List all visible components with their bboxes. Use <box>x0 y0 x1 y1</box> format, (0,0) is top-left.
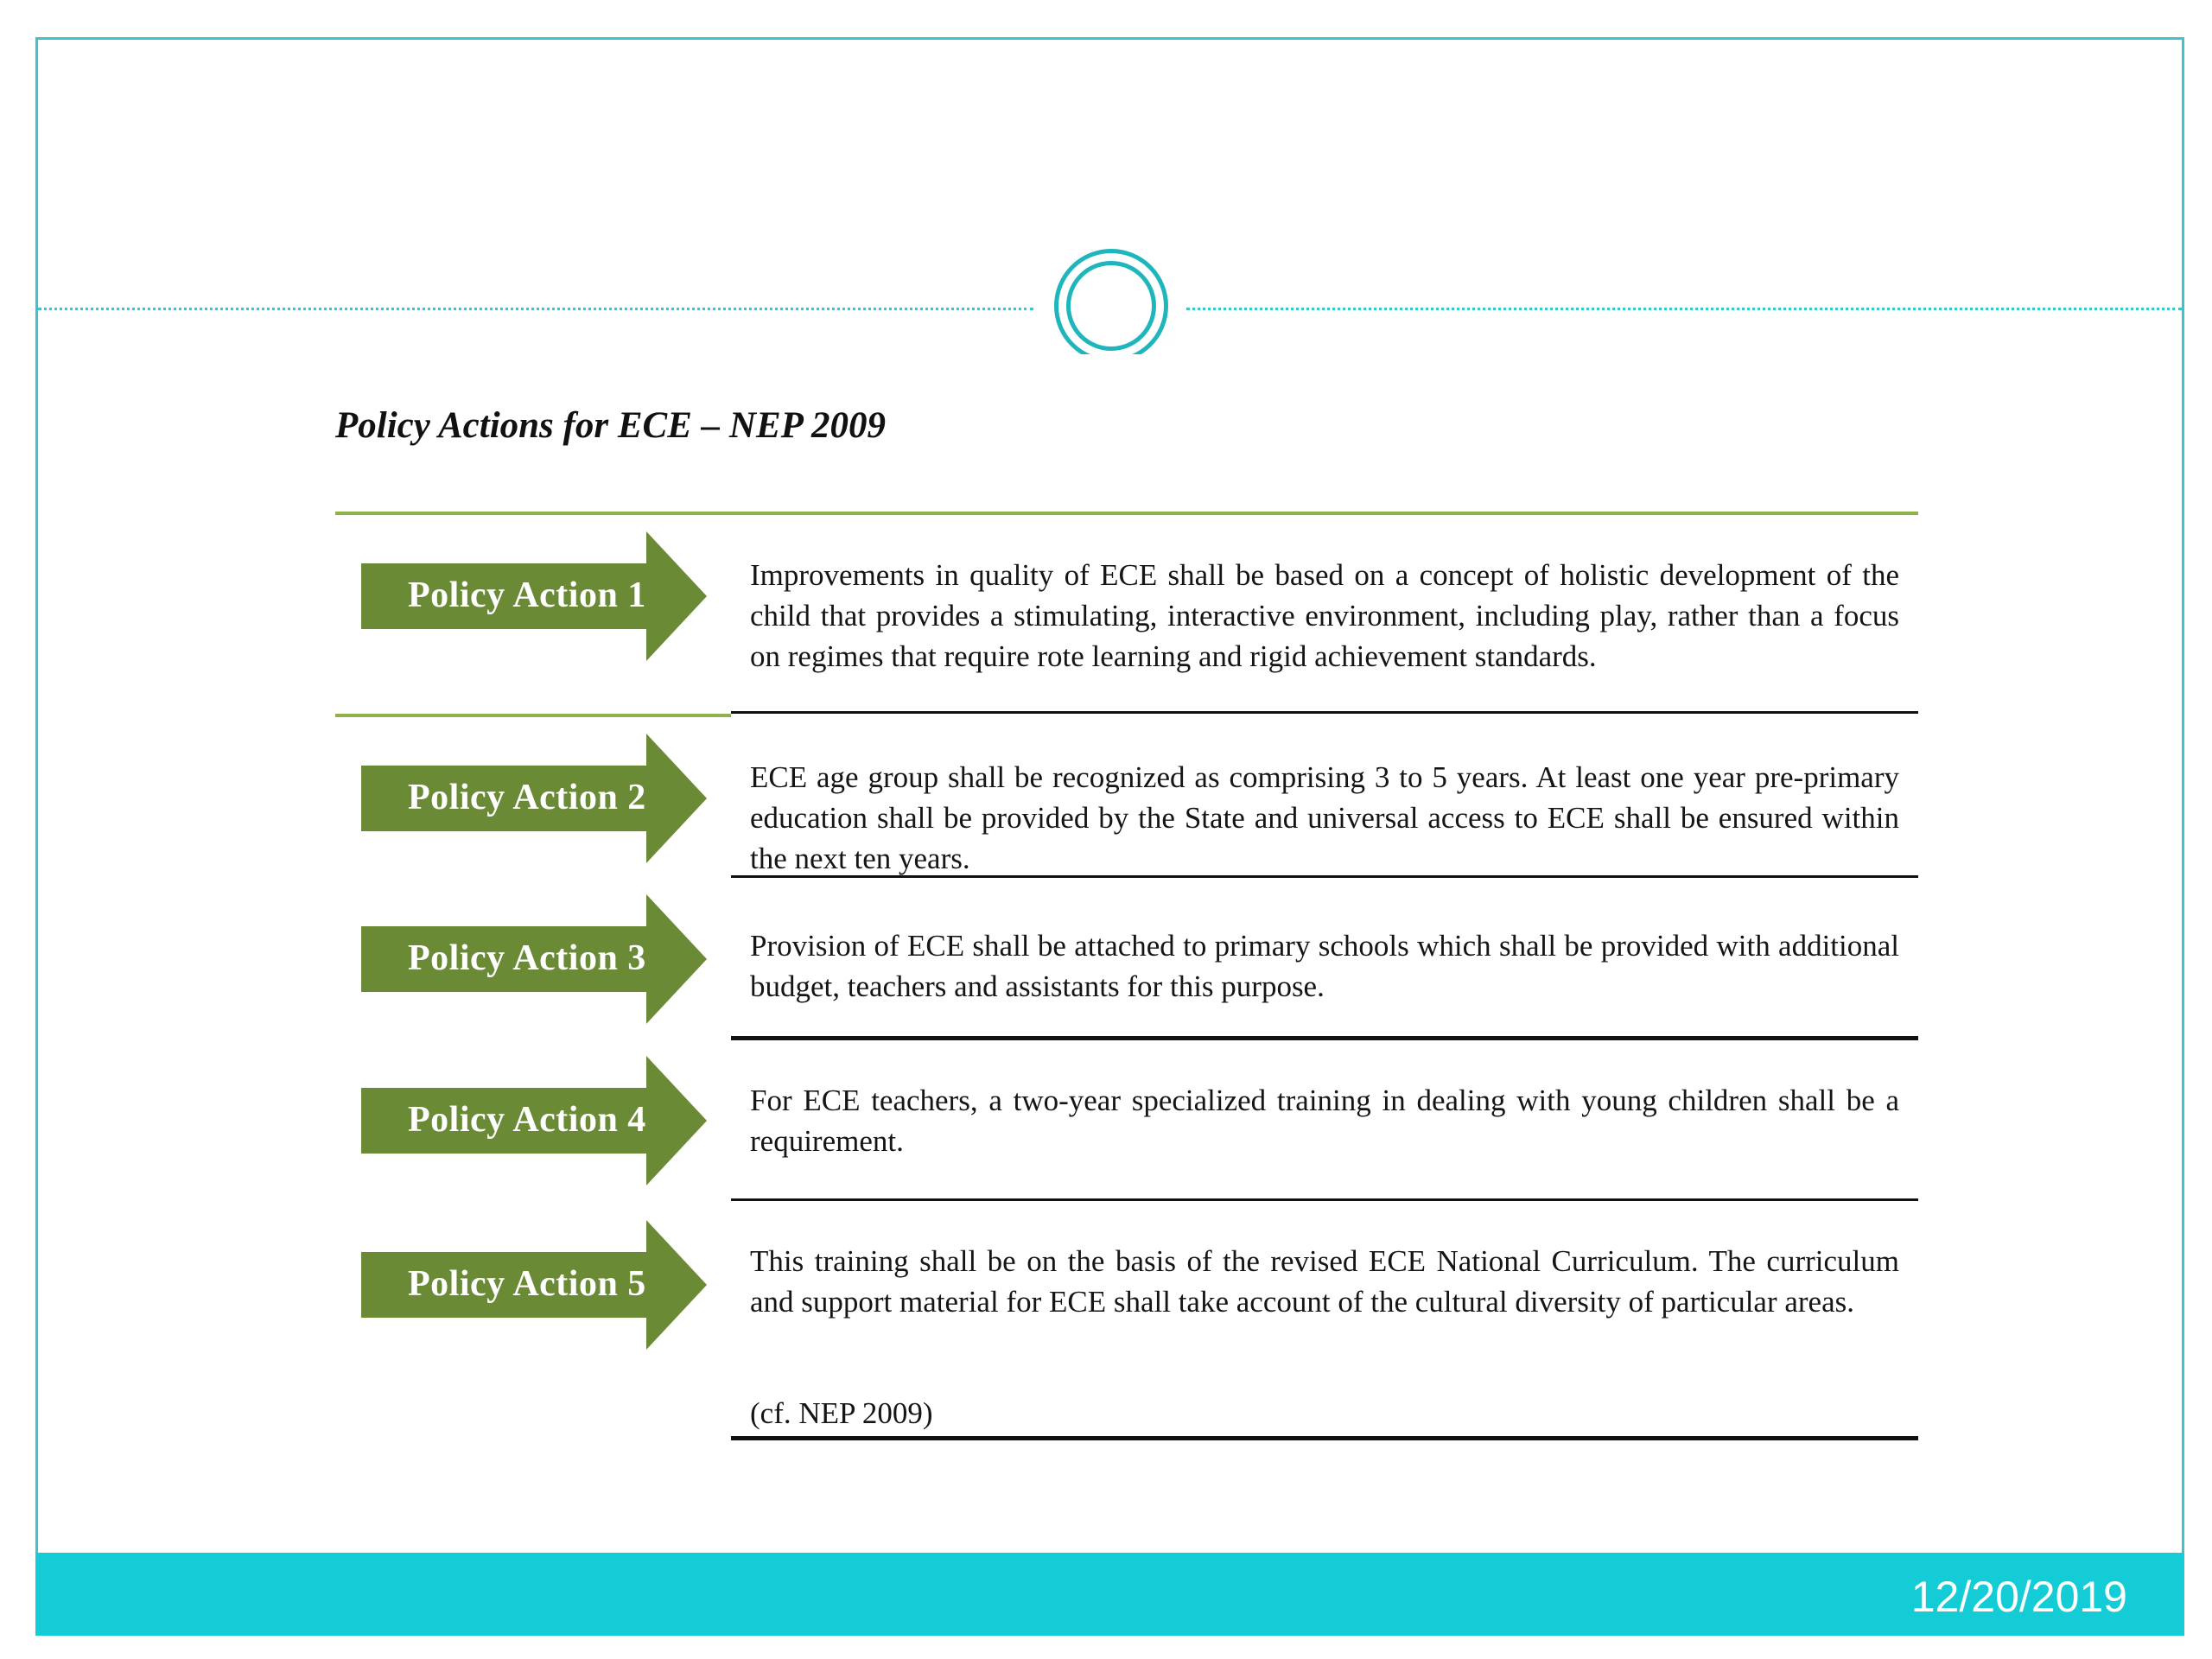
policy-action-arrow <box>361 531 707 661</box>
policy-action-label: Policy Action 4 <box>408 1100 646 1140</box>
policy-action-text: Improvements in quality of ECE shall be based on a concept of holistic development of the child that provides a stimulating, interactive environment, including play, rather than a focus on regimes that require rote learning and rigid achievement standards. <box>750 558 1899 673</box>
bottom-rule <box>731 1436 1918 1440</box>
policy-action-label: Policy Action 3 <box>408 938 646 978</box>
policy-action-text: Provision of ECE shall be attached to primary schools which shall be provided with additional budget, teachers and assistants for this purpose. <box>750 929 1899 1003</box>
slide-title: Policy Actions for ECE – NEP 2009 <box>335 405 887 446</box>
top-rule <box>335 512 1918 515</box>
circle-ornament-icon <box>1054 249 1168 363</box>
policy-action-arrow <box>361 894 707 1024</box>
row-divider <box>335 714 731 717</box>
row-divider <box>731 1036 1918 1040</box>
citation: (cf. NEP 2009) <box>750 1396 933 1430</box>
row-divider <box>731 1198 1918 1201</box>
row-divider <box>731 711 1918 714</box>
policy-action-text: This training shall be on the basis of the revised ECE National Curriculum. The curriculum and support material for ECE shall take account of the cultural diversity of particular areas. <box>750 1244 1899 1319</box>
header-divider-right <box>1186 308 2182 310</box>
policy-action-arrow <box>361 734 707 863</box>
row-divider <box>731 875 1918 878</box>
policy-action-text: For ECE teachers, a two-year specialized training in dealing with young children shall be a requirement. <box>750 1084 1899 1158</box>
policy-action-arrow <box>361 1220 707 1350</box>
policy-action-label: Policy Action 5 <box>408 1264 646 1304</box>
footer-bar <box>35 1553 2184 1636</box>
policy-action-text: ECE age group shall be recognized as comprising 3 to 5 years. At least one year pre-primary education shall be provided by the State and universal access to ECE shall be ensured within the next ten years. <box>750 760 1899 875</box>
policy-action-label: Policy Action 2 <box>408 778 646 817</box>
slide-date: 12/20/2019 <box>1910 1573 2127 1621</box>
policy-action-arrow <box>361 1056 707 1185</box>
policy-action-label: Policy Action 1 <box>408 575 646 615</box>
header-divider-left <box>38 308 1033 310</box>
